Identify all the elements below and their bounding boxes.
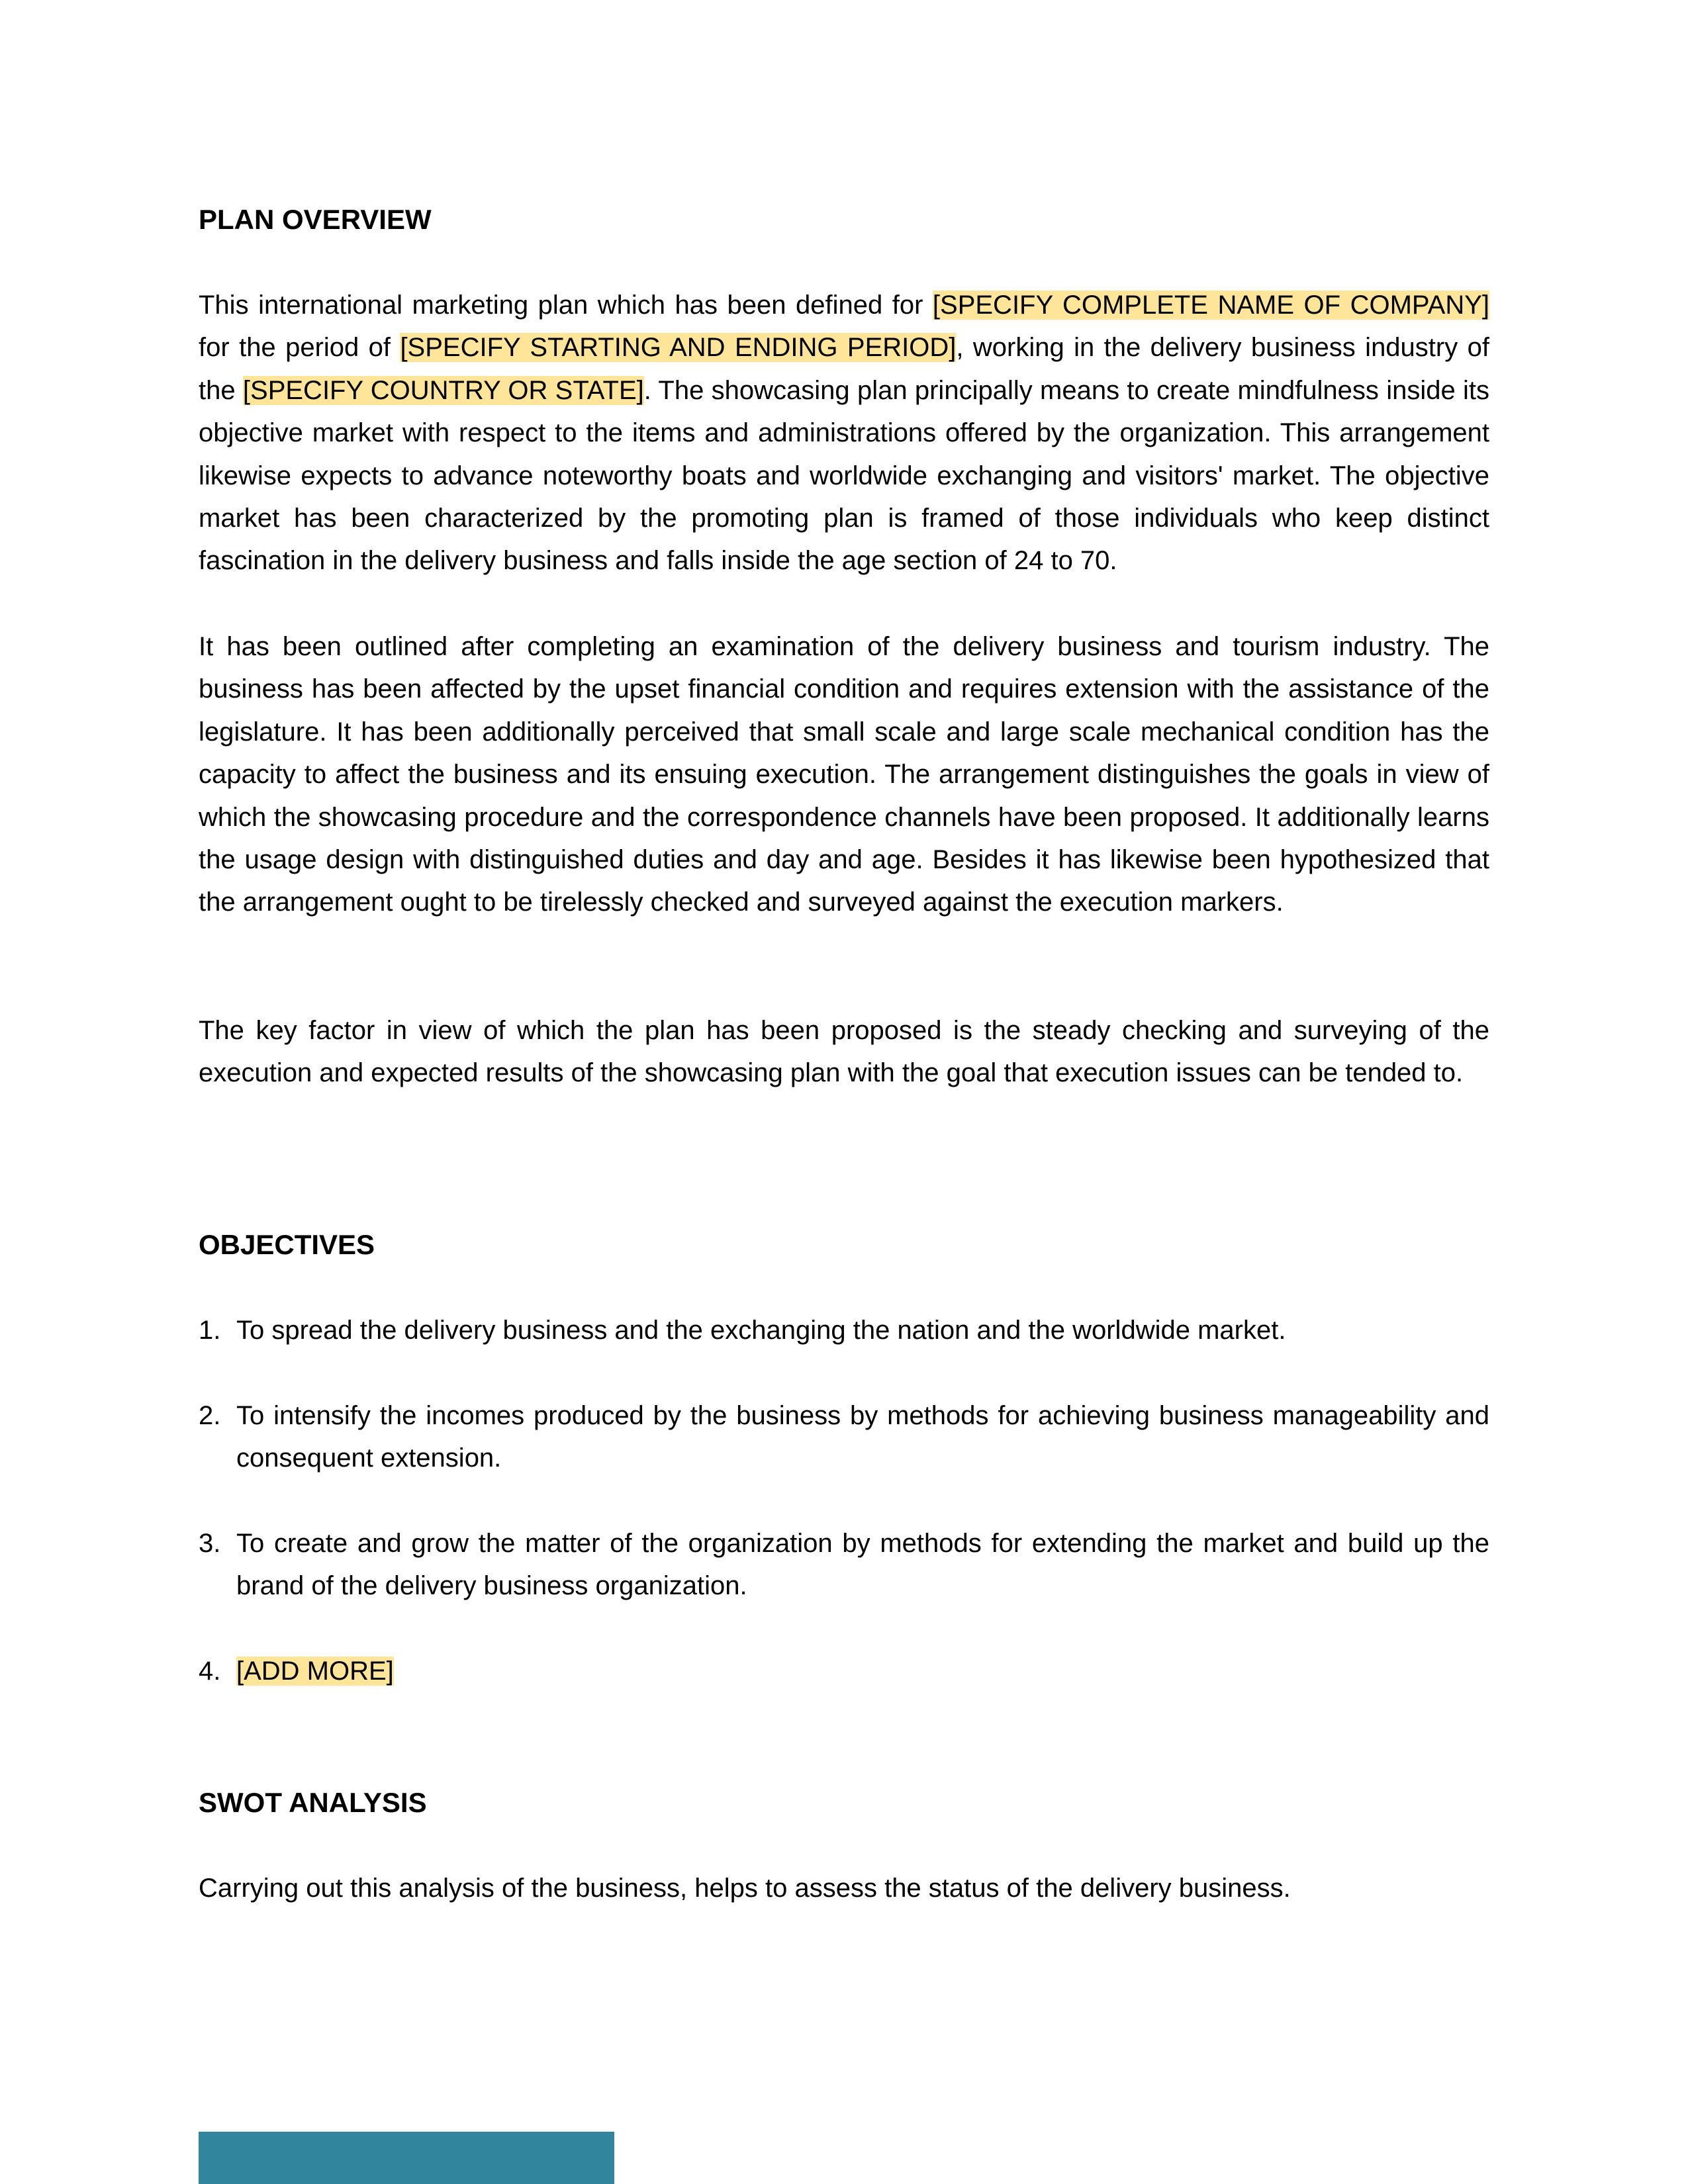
objectives-heading: OBJECTIVES — [199, 1229, 375, 1260]
objective-item — [199, 1394, 1489, 1480]
objective-number: 3. — [199, 1529, 221, 1558]
objective-text: To intensify the incomes produced by the business by methods for achieving business manageability and consequent extension. — [236, 1401, 1489, 1473]
period-placeholder: [SPECIFY STARTING AND ENDING PERIOD] — [400, 333, 957, 363]
objective-number: 2. — [199, 1401, 221, 1430]
plan-overview-paragraph-1 — [199, 284, 1489, 582]
swot-heading: SWOT ANALYSIS — [199, 1787, 427, 1818]
plan-overview-heading: PLAN OVERVIEW — [199, 204, 432, 235]
p1-text-d: . The showcasing plan principally means to create mindfulness inside its objective market with respect to the items and administrations offered by the organization. This arrangement likewise expects to advance noteworthy boats and worldwide exchanging and visitors' market. The objective market has been characterized by the promoting plan is framed of those individuals who keep distinct fascination in the delivery business and falls inside the age section of 24 to 70. — [199, 375, 1490, 576]
objective-text: To create and grow the matter of the organization by methods for extending the market and build up the brand of the delivery business organization. — [236, 1529, 1489, 1601]
objective-item — [199, 1650, 1489, 1692]
p1-text-b: for the period of — [199, 333, 400, 363]
objective-item — [199, 1522, 1489, 1608]
swot-paragraph: Carrying out this analysis of the business, helps to assess the status of the delivery business. — [199, 1874, 1291, 1903]
objective-number: 1. — [199, 1316, 221, 1345]
objective-number: 4. — [199, 1657, 221, 1686]
p1-text-c: , working in the delivery business industry of the — [199, 333, 1489, 405]
plan-overview-paragraph-3: The key factor in view of which the plan has been proposed is the steady checking and surveying of the execution and expected results of the showcasing plan with the goal that execution issues can be tended to. — [199, 1016, 1489, 1088]
footer-accent-bar — [199, 2132, 614, 2184]
plan-overview-paragraph-2: It has been outlined after completing an examination of the delivery business and tourism industry. The business has been affected by the upset financial condition and requires extension with the assistance of the legislature. It has been additionally perceived that small scale and large scale mechanical condition has the capacity to affect the business and its ensuing execution. The arrangement distinguishes the goals in view of which the showcasing procedure and the correspondence channels have been proposed. It additionally learns the usage design with distinguished duties and day and age. Besides it has likewise been hypothesized that the arrangement ought to be tirelessly checked and surveyed against the execution markers. — [199, 632, 1489, 917]
company-name-placeholder: [SPECIFY COMPLETE NAME OF COMPANY] — [932, 291, 1489, 320]
country-placeholder: [SPECIFY COUNTRY OR STATE] — [242, 375, 644, 405]
objective-text: To spread the delivery business and the exchanging the nation and the worldwide market. — [236, 1316, 1286, 1345]
p1-text-a: This international marketing plan which has been defined for — [199, 291, 933, 320]
add-more-placeholder: [ADD MORE] — [236, 1657, 394, 1686]
objective-item — [199, 1309, 1489, 1351]
